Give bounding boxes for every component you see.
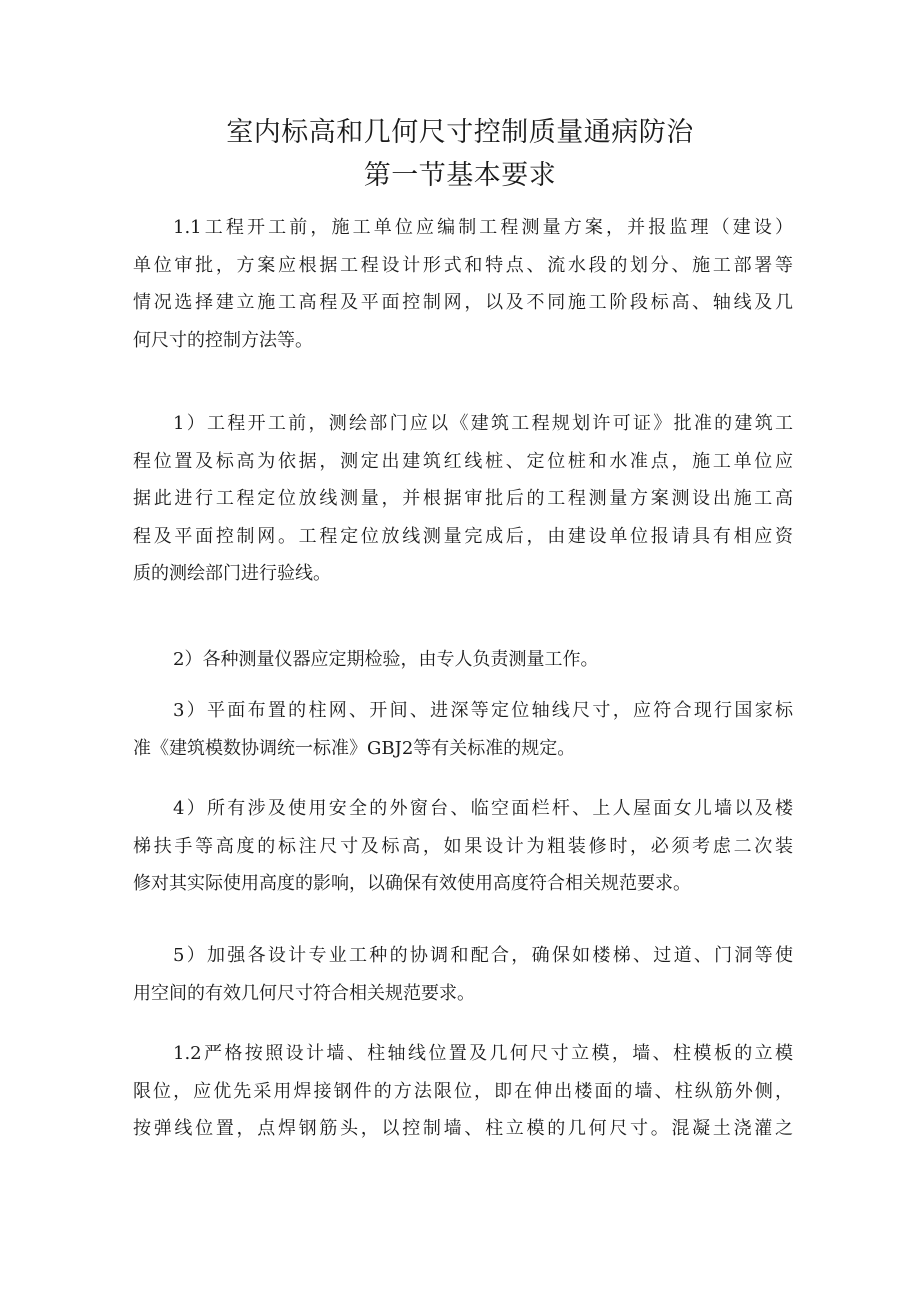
paragraph-item-1 <box>133 405 793 593</box>
paragraph-line: 4）所有涉及使用安全的外窗台、临空面栏杆、上人屋面女儿墙以及楼 <box>173 798 793 819</box>
paragraph-line: 单位审批，方案应根据工程设计形式和特点、流水段的划分、施工部署等 <box>133 254 793 276</box>
paragraph-line: 用空间的有效几何尺寸符合相关规范要求。 <box>133 982 475 1004</box>
paragraph-line: 修对其实际使用高度的影响，以确保有效使用高度符合相关规范要求。 <box>133 873 691 894</box>
paragraph-line: 2）各种测量仪器应定期检验，由专人负责测量工作。 <box>173 649 599 670</box>
paragraph-line: 5）加强各设计专业工种的协调和配合，确保如楼梯、过道、门洞等使 <box>173 945 793 966</box>
paragraph-line: 情况选择建立施工高程及平面控制网，以及不同施工阶段标高、轴线及几 <box>133 292 793 313</box>
paragraph-line: 准《建筑模数协调统一标准》GBJ2等有关标准的规定。 <box>133 737 576 759</box>
paragraph-line: 1.1工程开工前，施工单位应编制工程测量方案，并报监理（建设） <box>173 217 793 238</box>
paragraph-line: 据此进行工程定位放线测量，并根据审批后的工程测量方案测设出施工高 <box>133 488 793 509</box>
paragraph-line: 何尺寸的控制方法等。 <box>133 329 313 351</box>
paragraph-item-5 <box>133 937 793 1012</box>
paragraph-line: 限位，应优先采用焊接钢件的方法限位，即在伸出楼面的墙、柱纵筋外侧， <box>133 1080 793 1102</box>
paragraph-line: 按弹线位置，点焊钢筋头，以控制墙、柱立模的几何尺寸。混凝土浇灌之 <box>133 1118 793 1139</box>
paragraph-item-3 <box>133 692 793 767</box>
paragraph-item-2 <box>133 641 793 679</box>
section-heading: 第一节基本要求 <box>363 160 557 191</box>
paragraph-line: 1.2严格按照设计墙、柱轴线位置及几何尺寸立模，墙、柱模板的立模 <box>173 1043 793 1064</box>
paragraph-line: 程位置及标高为依据，测定出建筑红线桩、定位桩和水准点，施工单位应 <box>133 450 793 472</box>
paragraph-1-1 <box>133 209 793 359</box>
paragraph-line: 质的测绘部门进行验线。 <box>133 563 331 584</box>
paragraph-line: 1）工程开工前，测绘部门应以《建筑工程规划许可证》批准的建筑工 <box>173 413 793 434</box>
paragraph-item-4 <box>133 790 793 903</box>
paragraph-line: 梯扶手等高度的标注尺寸及标高，如果设计为粗装修时，必须考虑二次装 <box>133 835 793 857</box>
paragraph-line: 程及平面控制网。工程定位放线测量完成后，由建设单位报请具有相应资 <box>133 525 793 547</box>
paragraph-line: 3）平面布置的柱网、开间、进深等定位轴线尺寸，应符合现行国家标 <box>173 700 793 721</box>
document-title: 室内标高和几何尺寸控制质量通病防治 <box>226 117 694 148</box>
paragraph-1-2 <box>133 1035 793 1148</box>
